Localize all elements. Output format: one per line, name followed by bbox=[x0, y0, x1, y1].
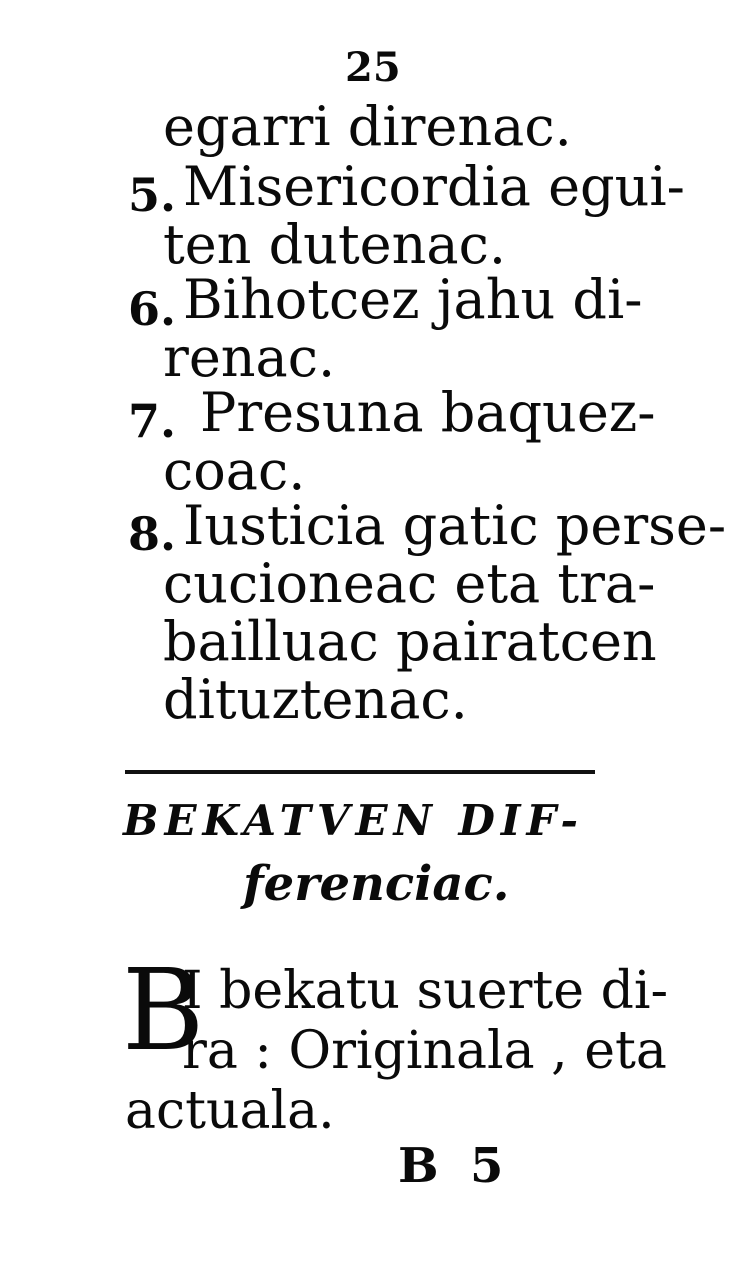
paragraph-line: actuala. bbox=[125, 1081, 335, 1141]
text-line: renac. bbox=[163, 326, 336, 389]
text-line: bailluac pairatcen bbox=[163, 610, 657, 673]
signature-letter: B bbox=[398, 1138, 439, 1194]
item-number: 6. bbox=[128, 282, 177, 336]
signature-number: 5 bbox=[470, 1138, 504, 1194]
text-line: ten dutenac. bbox=[163, 213, 506, 276]
text-line: Misericordia egui- bbox=[183, 155, 685, 218]
page-number: 25 bbox=[345, 44, 401, 91]
item-number: 7. bbox=[128, 394, 177, 448]
text-line: cucioneac eta tra- bbox=[163, 552, 656, 615]
text-line: Bihotcez jahu di- bbox=[183, 268, 643, 331]
text-line: Iusticia gatic perse- bbox=[183, 494, 727, 557]
paragraph-line: ra : Originala , eta bbox=[182, 1021, 667, 1081]
item-number: 5. bbox=[128, 168, 177, 222]
text-line: egarri direnac. bbox=[163, 95, 572, 158]
text-line: Presuna baquez- bbox=[200, 381, 656, 444]
text-line: coac. bbox=[163, 439, 306, 502]
text-line: dituztenac. bbox=[163, 668, 468, 731]
item-number: 8. bbox=[128, 507, 177, 561]
section-divider bbox=[125, 770, 595, 774]
drop-cap: B bbox=[122, 946, 205, 1076]
section-heading-continued: ferenciac. bbox=[243, 856, 510, 912]
paragraph-line: I bekatu suerte di- bbox=[182, 961, 669, 1021]
section-heading: BEKATVEN DIF- bbox=[123, 796, 584, 845]
